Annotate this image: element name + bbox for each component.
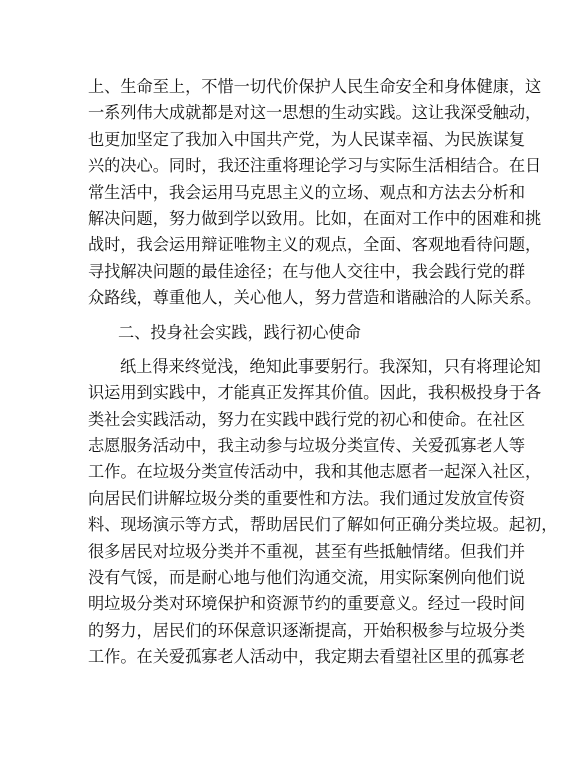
text-line: 也更加坚定了我加入中国共产党，为人民谋幸福、为民族谋复 (88, 129, 526, 149)
text-line: 识运用到实践中，才能真正发挥其价值。因此，我积极投身于各 (88, 383, 542, 403)
text-line: 一系列伟大成就都是对这一思想的生动实践。这让我深受触动， (88, 103, 542, 123)
text-line: 寻找解决问题的最佳途径；在与他人交往中，我会践行党的群 (88, 261, 526, 281)
text-line: 没有气馁，而是耐心地与他们沟通交流，用实际案例向他们说 (88, 568, 526, 588)
text-line: 战时，我会运用辩证唯物主义的观点，全面、客观地看待问题， (88, 235, 542, 255)
paragraph-spacer (88, 346, 508, 354)
section-heading: 二、投身社会实践，践行初心使命 (118, 322, 361, 342)
paragraph-spacer (88, 312, 508, 320)
document-body (88, 74, 558, 671)
text-line: 向居民们讲解垃圾分类的重要性和方法。我们通过发放宣传资 (88, 488, 526, 508)
text-line: 众路线，尊重他人，关心他人，努力营造和谐融洽的人际关系。 (88, 288, 542, 308)
paragraph-2 (88, 354, 558, 671)
text-line: 兴的决心。同时，我还注重将理论学习与实际生活相结合。在日 (88, 156, 542, 176)
text-line: 工作。在垃圾分类宣传活动中，我和其他志愿者一起深入社区， (88, 462, 542, 482)
text-line: 纸上得来终觉浅，绝知此事要躬行。我深知，只有将理论知 (120, 356, 541, 376)
text-line: 的努力，居民们的环保意识逐渐提高，开始积极参与垃圾分类 (88, 620, 526, 640)
text-line: 工作。在关爱孤寡老人活动中，我定期去看望社区里的孤寡老 (88, 647, 526, 667)
text-line: 类社会实践活动，努力在实践中践行党的初心和使命。在社区 (88, 409, 526, 429)
paragraph-1 (88, 74, 542, 312)
text-line: 明垃圾分类对环境保护和资源节约的重要意义。经过一段时间 (88, 594, 526, 614)
text-line: 解决问题，努力做到学以致用。比如，在面对工作中的困难和挑 (88, 208, 542, 228)
text-line: 常生活中，我会运用马克思主义的立场、观点和方法去分析和 (88, 182, 526, 202)
text-line: 很多居民对垃圾分类并不重视，甚至有些抵触情绪。但我们并 (88, 541, 526, 561)
text-line: 志愿服务活动中，我主动参与垃圾分类宣传、关爱孤寡老人等 (88, 436, 526, 456)
text-line: 料、现场演示等方式，帮助居民们了解如何正确分类垃圾。起初， (88, 515, 558, 535)
text-line: 上、生命至上，不惜一切代价保护人民生命安全和身体健康，这 (88, 77, 542, 96)
